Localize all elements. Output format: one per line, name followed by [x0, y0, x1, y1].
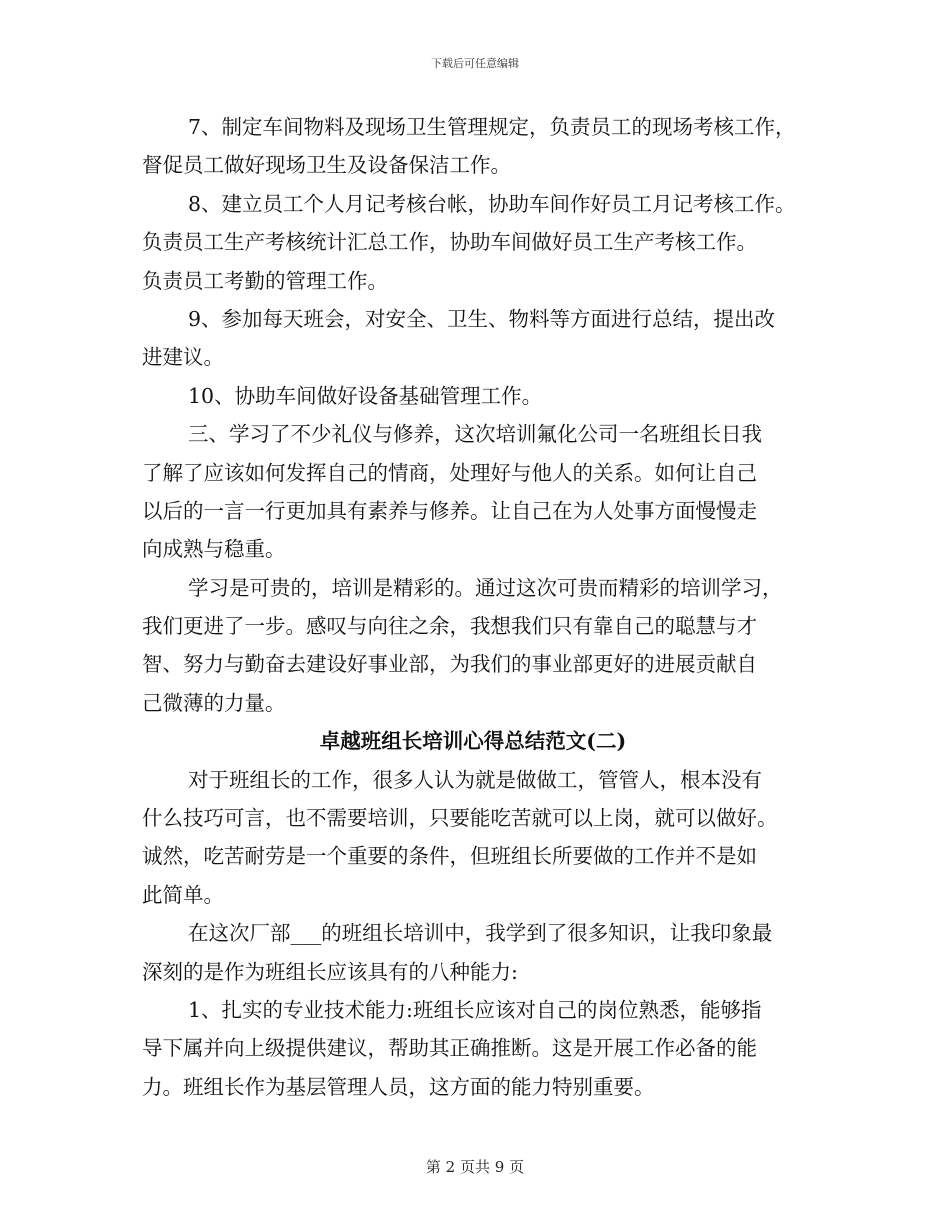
body-line: 以后的一言一行更加具有素养与修养。让自己在为人处事方面慢慢走 [142, 498, 757, 523]
body-line: 诚然，吃苦耐劳是一个重要的条件，但班组长所要做的工作并不是如 [142, 844, 757, 869]
body-line: 此简单。 [142, 882, 224, 907]
body-line: 对于班组长的工作，很多人认为就是做做工，管管人，根本没有 [188, 767, 762, 792]
body-line: 学习是可贵的，培训是精彩的。通过这次可贵而精彩的培训学习， [188, 575, 783, 600]
body-line: 力。班组长作为基层管理人员，这方面的能力特别重要。 [142, 1074, 655, 1099]
body-line: 智、努力与勤奋去建设好事业部，为我们的事业部更好的进展贡献自 [142, 652, 757, 677]
body-line: 在这次厂部___的班组长培训中，我学到了很多知识，让我印象最 [188, 921, 773, 946]
page-number: 第 2 页共 9 页 [425, 1158, 525, 1176]
body-line: 什么技巧可言，也不需要培训，只要能吃苦就可以上岗，就可以做好。 [142, 806, 778, 831]
body-line: 己微薄的力量。 [142, 690, 286, 715]
body-line: 7、制定车间物料及现场卫生管理规定，负责员工的现场考核工作， [188, 115, 796, 139]
body-line: 向成熟与稳重。 [142, 537, 286, 562]
body-line: 负责员工考勤的管理工作。 [142, 268, 388, 293]
body-line: 8、建立员工个人月记考核台帐，协助车间作好员工月记考核工作。 [188, 191, 796, 216]
body-line: 督促员工做好现场卫生及设备保洁工作。 [142, 153, 511, 178]
body-line: 我们更进了一步。感叹与向往之余，我想我们只有靠自己的聪慧与才 [142, 614, 757, 639]
document-body [142, 108, 822, 1106]
body-line: 负责员工生产考核统计汇总工作，协助车间做好员工生产考核工作。 [142, 230, 757, 255]
body-line: 深刻的是作为班组长应该具有的八种能力: [142, 959, 518, 984]
page-header-note: 下载后可任意编辑 [431, 57, 519, 70]
body-line: 了解了应该如何发挥自己的情商，处理好与他人的关系。如何让自己 [142, 460, 757, 485]
body-line: 三、学习了不少礼仪与修养，这次培训氟化公司一名班组长日我 [188, 422, 762, 447]
body-line: 进建议。 [142, 345, 224, 370]
body-line: 导下属并向上级提供建议，帮助其正确推断。这是开展工作必备的能 [142, 1036, 757, 1061]
body-line: 9、参加每天班会，对安全、卫生、物料等方面进行总结，提出改 [188, 306, 776, 331]
section-title: 卓越班组长培训心得总结范文(二) [319, 729, 627, 754]
body-line: 1、扎实的专业技术能力:班组长应该对自己的岗位熟悉，能够指 [188, 997, 762, 1022]
body-line: 10、协助车间做好设备基础管理工作。 [188, 383, 543, 408]
